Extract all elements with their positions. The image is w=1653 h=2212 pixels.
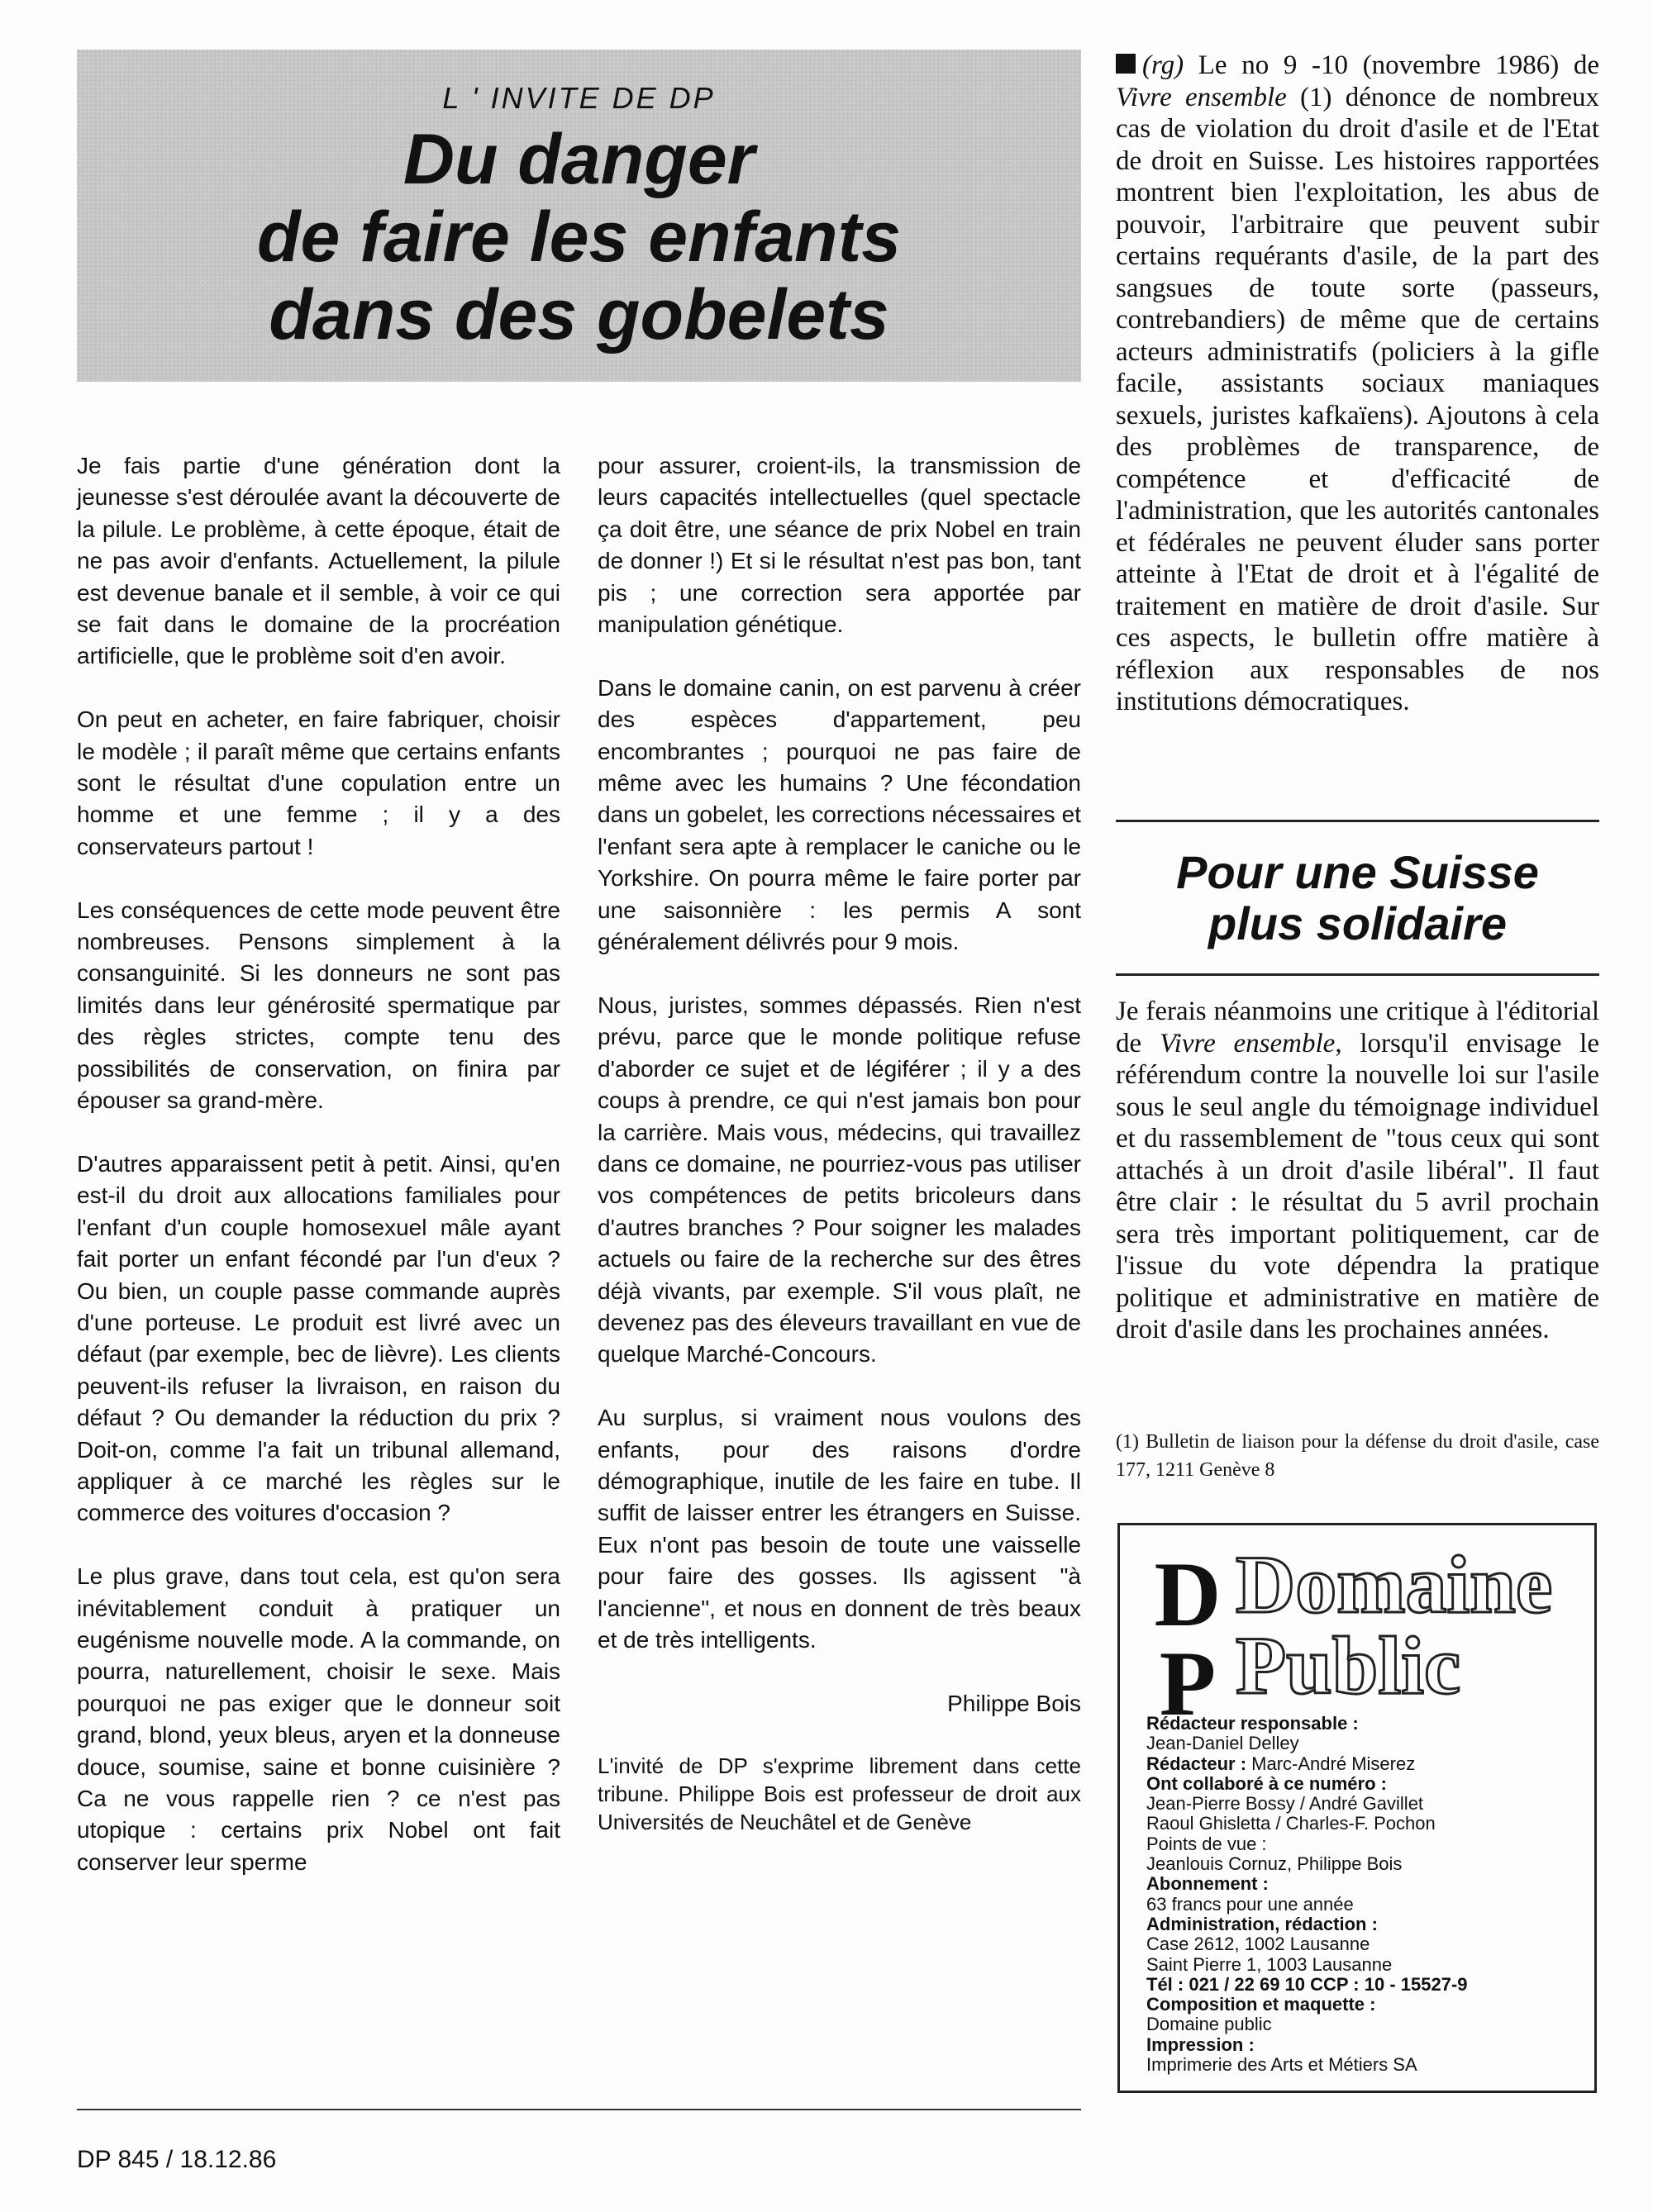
- credit-value: Jean-Pierre Bossy / André Gavillet: [1146, 1793, 1424, 1815]
- credit-label: Ont collaboré à ce numéro :: [1146, 1772, 1387, 1794]
- footnote: (1) Bulletin de liaison pour la défense du droit d'asile, case 177, 1211 Genève 8: [1116, 1431, 1599, 1481]
- credit-value: Jean-Daniel Delley: [1146, 1733, 1299, 1754]
- section-lead: Je ferais néanmoins une critique à l'éditorial de: [1116, 997, 1599, 1058]
- section-title-line-1: Pour une Suisse: [1176, 846, 1539, 898]
- credit-label: Rédacteur :: [1146, 1753, 1247, 1774]
- publication-title: Vivre ensemble: [1116, 82, 1287, 112]
- credit-value: 63 francs pour une année: [1146, 1893, 1354, 1915]
- article-paragraph: pour assurer, croient-ils, la transmission de leurs capacités intellectuelles (quel spectacle ça doit être, une séance de prix Nobel en train de donner !) Et si le résultat n'est pas bon, tant pis ; une correction sera apportée par manipulation génétique.: [598, 453, 1081, 638]
- article-paragraph: Les conséquences de cette mode peuvent être nombreuses. Pensons simplement à la consanguinité. Si les donneurs ne sont pas limités dans leur générosité spermatique par des règles strictes, compte tenu des possibilités de conservation, on finira par épouser sa grand-mère.: [77, 897, 560, 1114]
- credit-value: Domaine public: [1146, 2014, 1272, 2035]
- sidebar-lead: Le no 9 -10 (novembre 1986) de: [1184, 50, 1599, 80]
- credit-value: Raoul Ghisletta / Charles-F. Pochon: [1146, 1813, 1436, 1834]
- credit-label: Impression :: [1146, 2034, 1255, 2055]
- credit-label: Composition et maquette :: [1146, 1994, 1376, 2015]
- credit-line: [1146, 1754, 1584, 1774]
- masthead-box: [1117, 1523, 1597, 2093]
- sidebar-text: dénonce de nombreux cas de violation du droit d'asile et de l'Etat de droit en Suisse. Les histoires rapportées montrent bien l'exploitation, les abus de pouvoir, l'arbitraire que peuvent subir certains requérants d'asile, de la part des sangsues de toute sorte (passeurs, contrebandiers) de même que de certains acteurs administratifs (policiers à la gifle facile, assistants sociaux maniaques sexuels, juristes kafkaïens). Ajoutons à cela des problèmes de transparence, de compétence et d'efficacité de l'administration, que les autorités cantonales et fédérales ne peuvent éluder sans porter atteinte à l'Etat de droit et à l'égalité de traitement en matière de droit d'asile. Sur ces aspects, le bulletin offre matière à réflexion aux responsables de nos institutions démocratiques.: [1116, 82, 1599, 716]
- logo-letter-d: D: [1154, 1544, 1222, 1646]
- author-signature: Philippe Bois: [947, 1690, 1081, 1716]
- credit-value: Saint Pierre 1, 1003 Lausanne: [1146, 1953, 1393, 1975]
- divider: [1116, 820, 1599, 822]
- article-paragraph: D'autres apparaissent petit à petit. Ainsi, qu'en est-il du droit aux allocations familiales pour l'enfant d'un couple homosexuel mâle ayant fait porter un enfant fécondé par l'un d'eux ? Ou bien, un couple passe commande auprès d'une porteuse. Le produit est livré avec un défaut (par exemple, bec de lièvre). Les clients peuvent-ils refuser la livraison, en raison du défaut ? Ou demander la réduction du prix ? Doit-on, comme l'a fait un tribunal allemand, appliquer à ce marché les règles sur le commerce des voitures d'occasion ?: [77, 1150, 560, 1526]
- headline-line-2: de faire les enfants: [256, 197, 902, 277]
- article-column-1: [77, 450, 560, 1910]
- dp-logo: [1138, 1544, 1237, 1735]
- article-paragraph: Je fais partie d'une génération dont la jeunesse s'est déroulée avant la découverte de la pilule. Le problème, à cette époque, était de ne pas avoir d'enfants. Actuellement, la pilule est devenue banale et il semble, à voir ce qui se fait dans le domaine de la procréation artificielle, que le problème soit d'en avoir.: [77, 453, 560, 669]
- credit-label: Tél : 021 / 22 69 10 CCP : 10 - 15527-9: [1146, 1973, 1468, 1995]
- section-title: [1116, 847, 1599, 949]
- publication-title: Vivre ensemble: [1159, 1028, 1336, 1058]
- credit-value: Jeanlouis Cornuz, Philippe Bois: [1146, 1853, 1403, 1875]
- banner-kicker: L ' INVITE DE DP: [442, 81, 716, 115]
- masthead-credits: [1146, 1714, 1584, 2075]
- section-text: , lorsqu'il envisage le référendum contre la nouvelle loi sur l'asile sous le seul angle du témoignage individuel et du rassemblement de "tous ceux qui sont attachés à un droit d'asile libéral". Il faut être clair : le résultat du 5 avril prochain sera très important politiquement, car de l'issue du vote dépendra la pratique politique et administrative en matière de droit d'asile dans les prochaines années.: [1116, 1028, 1599, 1344]
- footer-divider: [77, 2109, 1081, 2110]
- article-paragraph: On peut en acheter, en faire fabriquer, choisir le modèle ; il paraît même que certains enfants sont le résultat d'une copulation entre un homme et une femme ; il y a des conservateurs partout !: [77, 706, 560, 859]
- black-square-icon: [1116, 54, 1136, 74]
- section-body: [1116, 996, 1599, 1346]
- article-paragraph: Dans le domaine canin, on est parvenu à créer des espèces d'appartement, peu encombrantes ; pourquoi ne pas faire de même avec les humains ? Une fécondation dans un gobelet, les corrections nécessaires et l'enfant sera apte à remplacer le caniche ou le Yorkshire. On pourra même le faire porter par une saisonnière : les permis A sont généralement délivrés pour 9 mois.: [598, 674, 1081, 955]
- credit-value: Case 2612, 1002 Lausanne: [1146, 1934, 1370, 1955]
- article-paragraph: Nous, juristes, sommes dépassés. Rien n'est prévu, parce que le monde politique refuse d'aborder ce sujet et de légiférer ; il y a des coups à prendre, ce qui n'est jamais bon pour la carrière. Mais vous, médecins, qui travaillez dans ce domaine, ne pourriez-vous pas utiliser vos compétences de petits bricoleurs dans d'autres branches ? Pour soigner les malades actuels ou faire de la recherche sur des êtres déjà vivants, par exemple. S'il vous plaît, ne devenez pas des éleveurs travaillant en vue de quelque Marché-Concours.: [598, 992, 1081, 1368]
- author-initials: (rg): [1142, 50, 1184, 80]
- credit-label: Administration, rédaction :: [1146, 1913, 1378, 1934]
- article-headline: [77, 121, 1081, 354]
- section-title-line-2: plus solidaire: [1208, 897, 1507, 949]
- credit-label-plain: Points de vue :: [1146, 1833, 1267, 1854]
- author-note: L'invité de DP s'exprime librement dans cette tribune. Philippe Bois est professeur de droit aux Universités de Neuchâtel et de Genève: [598, 1753, 1081, 1834]
- credit-value: Marc-André Miserez: [1246, 1753, 1416, 1774]
- article-paragraph: Au surplus, si vraiment nous voulons des enfants, pour des raisons d'ordre démographique, inutile de les faire en tube. Il suffit de laisser entrer les étrangers en Suisse. Eux n'ont pas besoin de toute une vaisselle pour faire des gosses. Ils agissent "à l'ancienne", et nous en donnent de très beaux et de très intelligents.: [598, 1405, 1081, 1653]
- credit-label: Rédacteur responsable :: [1146, 1713, 1359, 1734]
- logo-letter-p: P: [1159, 1633, 1217, 1735]
- article-column-2: [598, 450, 1081, 1836]
- headline-line-1: Du danger: [403, 120, 755, 199]
- masthead-word-public: Public: [1236, 1620, 1461, 1711]
- headline-line-3: dans des gobelets: [269, 275, 889, 354]
- issue-number: DP 845 / 18.12.86: [77, 2146, 277, 2173]
- article-paragraph: Le plus grave, dans tout cela, est qu'on sera inévitablement conduit à pratiquer un eugénisme nouvelle mode. A la commande, on pourra, naturellement, choisir le sexe. Mais pourquoi ne pas exiger que le donneur soit grand, blond, yeux bleus, aryen et la donneuse douce, soumise, saine et bonne cuisinière ? Ca ne vous rappelle rien ? ce n'est pas utopique : certains prix Nobel ont fait conserver leur sperme: [77, 1563, 560, 1875]
- credit-label: Abonnement :: [1146, 1873, 1269, 1895]
- footnote-ref: (1): [1286, 82, 1346, 112]
- header-banner: [77, 50, 1081, 382]
- divider: [1116, 973, 1599, 976]
- credit-value: Imprimerie des Arts et Métiers SA: [1146, 2054, 1417, 2076]
- masthead-word-domaine: Domaine: [1236, 1539, 1553, 1630]
- sidebar-article: [1116, 50, 1599, 718]
